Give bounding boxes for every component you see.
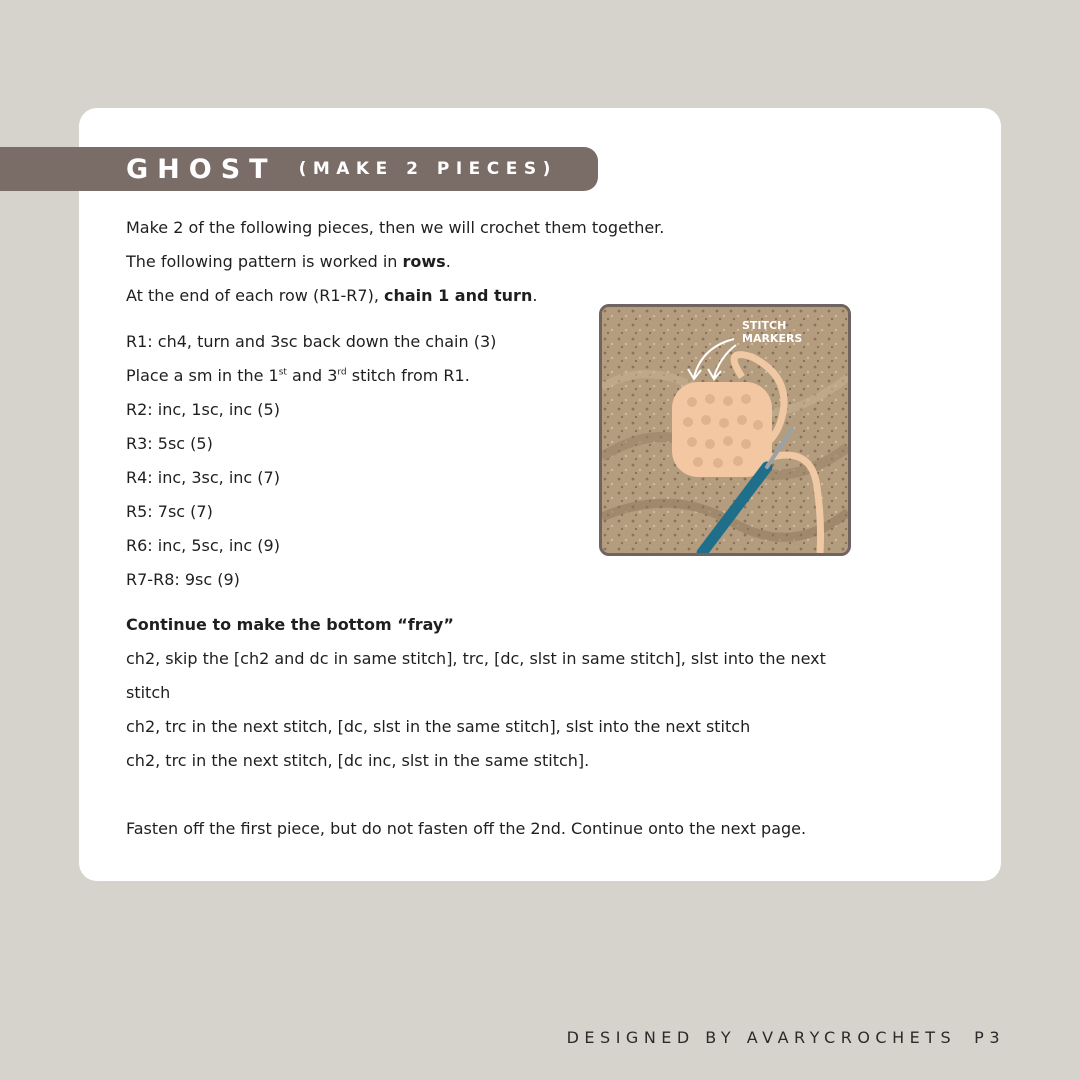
photo-label-line-1: STITCH [742, 319, 787, 332]
crochet-photo [599, 304, 851, 556]
page-subtitle: (MAKE 2 PIECES) [298, 159, 557, 179]
intro-line-2: The following pattern is worked in rows. [126, 252, 451, 271]
crochet-photo-illustration [602, 307, 848, 553]
footer-credit: DESIGNED BY AVARYCROCHETS [566, 1028, 957, 1047]
footer [567, 1028, 1005, 1047]
title-banner [0, 147, 598, 191]
row-r1: R1: ch4, turn and 3sc back down the chain (3) [126, 332, 497, 351]
row-r7-r8: R7-R8: 9sc (9) [126, 570, 240, 589]
fray-line-2: ch2, trc in the next stitch, [dc, slst in the same stitch], slst into the next stitch [126, 717, 751, 736]
fray-heading: Continue to make the bottom “fray” [126, 615, 454, 634]
page-title: GHOST [126, 153, 277, 185]
fray-line-1-cont: stitch [126, 683, 171, 702]
row-r6: R6: inc, 5sc, inc (9) [126, 536, 280, 555]
page-number: P3 [974, 1028, 1005, 1047]
fray-line-1: ch2, skip the [ch2 and dc in same stitch], trc, [dc, slst in same stitch], slst into the next [126, 649, 826, 668]
row-r3: R3: 5sc (5) [126, 434, 213, 453]
closing-note: Fasten off the first piece, but do not fasten off the 2nd. Continue onto the next page. [126, 819, 807, 838]
row-r4: R4: inc, 3sc, inc (7) [126, 468, 280, 487]
row-r2: R2: inc, 1sc, inc (5) [126, 400, 280, 419]
photo-label-line-2: MARKERS [742, 332, 803, 345]
stitch-marker-note: Place a sm in the 1st and 3rd stitch from R1. [126, 366, 470, 385]
intro-line-3: At the end of each row (R1-R7), chain 1 and turn. [126, 286, 538, 305]
intro-line-1: Make 2 of the following pieces, then we will crochet them together. [126, 218, 665, 237]
row-r5: R5: 7sc (7) [126, 502, 213, 521]
fray-line-3: ch2, trc in the next stitch, [dc inc, slst in the same stitch]. [126, 751, 590, 770]
